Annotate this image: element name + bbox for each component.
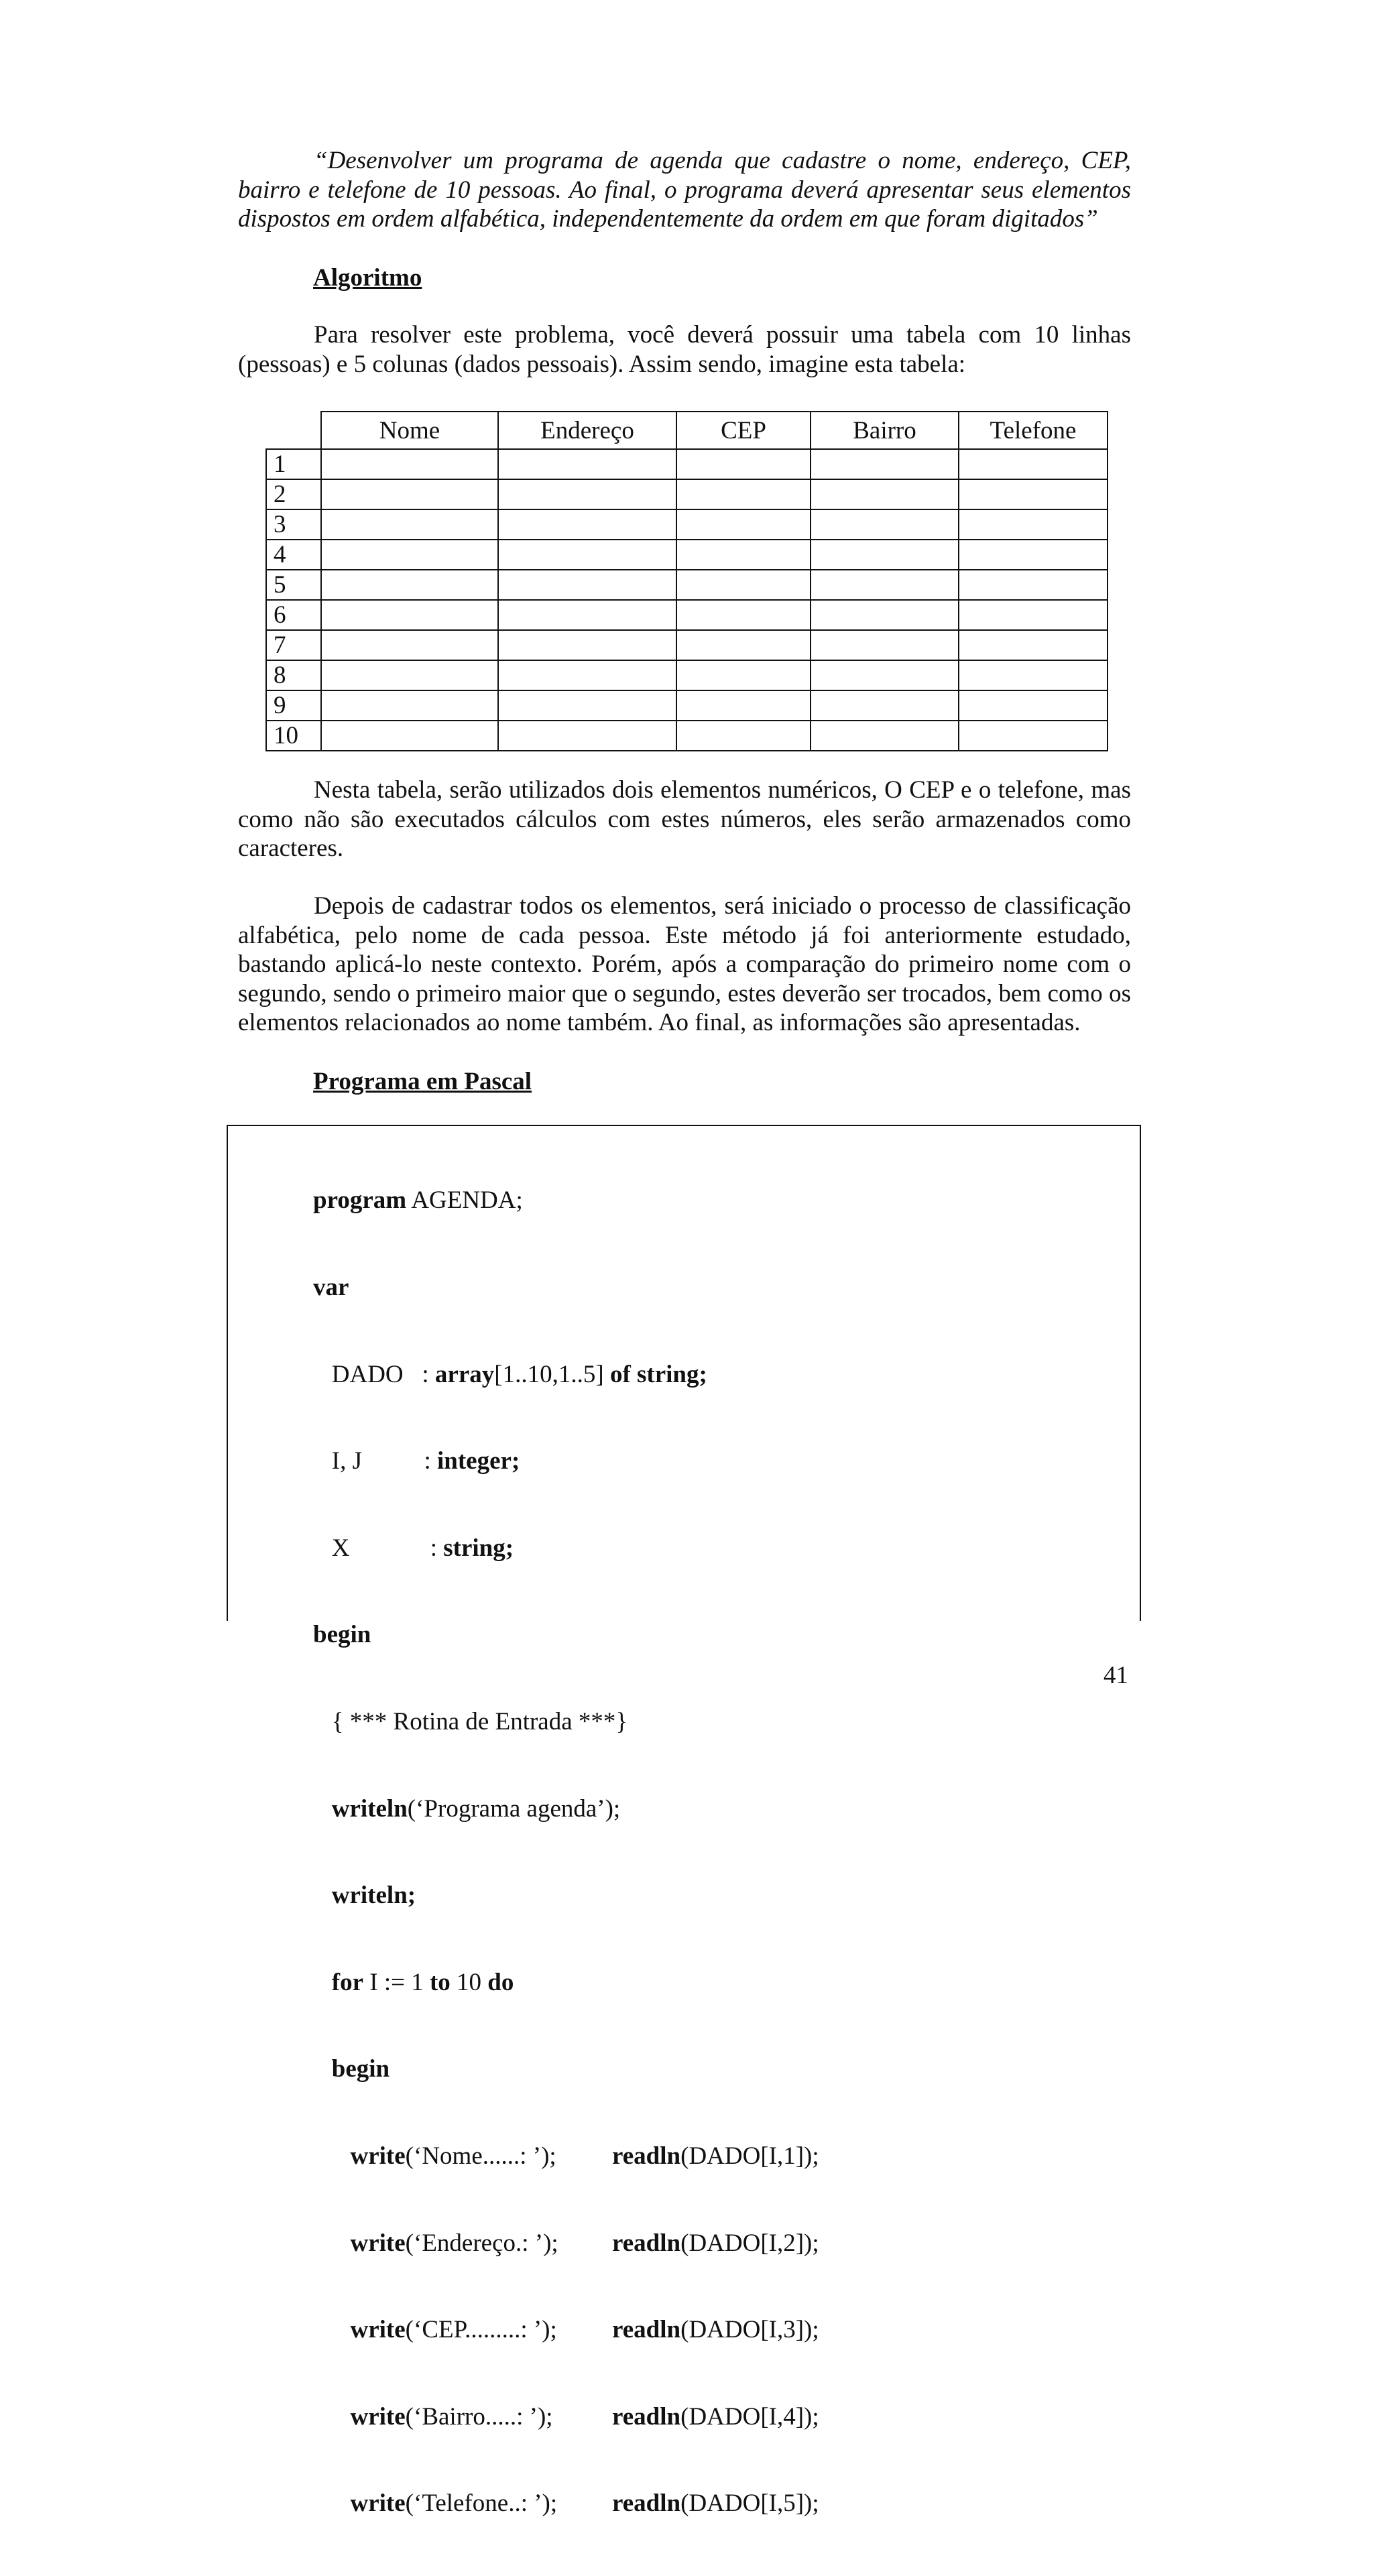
code-line: write(‘Endereço.: ’); readln(DADO[I,2]); (350, 2229, 819, 2257)
table-row (266, 570, 1108, 600)
code-line: begin (313, 1621, 371, 1649)
heading-algoritmo: Algoritmo (313, 264, 422, 292)
table-cell (811, 479, 959, 509)
table-cell (321, 721, 498, 751)
table-cell (811, 690, 959, 721)
data-table (265, 411, 1108, 751)
code-line: I, J : integer; (331, 1447, 520, 1475)
row-number: 3 (266, 509, 321, 540)
heading-programa: Programa em Pascal (313, 1068, 532, 1095)
table-cell (959, 721, 1108, 751)
table-cell (676, 449, 811, 479)
code-line: write(‘Telefone..: ’); readln(DADO[I,5]); (350, 2490, 819, 2518)
table-cell (498, 600, 676, 630)
row-number: 10 (266, 721, 321, 751)
table-cell (498, 449, 676, 479)
table-cell (676, 479, 811, 509)
code-line: X : string; (331, 1534, 514, 1562)
table-row (266, 690, 1108, 721)
table-row (266, 509, 1108, 540)
table-cell (321, 509, 498, 540)
table-cell (959, 660, 1108, 690)
table-cell (676, 509, 811, 540)
table-cell (811, 509, 959, 540)
table-cell (811, 660, 959, 690)
table-cell (959, 570, 1108, 600)
table-header-row (266, 412, 1108, 449)
code-line: for I := 1 to 10 do (331, 1968, 514, 1996)
code-line: program AGENDA; (313, 1186, 523, 1215)
table-cell (321, 660, 498, 690)
code-line: write(‘Bairro.....: ’); readln(DADO[I,4]); (350, 2402, 819, 2431)
table-cell (321, 690, 498, 721)
table-cell (959, 600, 1108, 630)
column-header-cep: CEP (676, 412, 811, 449)
table-cell (498, 690, 676, 721)
row-number: 9 (266, 690, 321, 721)
table-cell (811, 540, 959, 570)
table-cell (321, 570, 498, 600)
quote-paragraph: “Desenvolver um programa de agenda que cadastre o nome, endereço, CEP, bairro e telefone de 10 pessoas. Ao final, o programa deverá apresentar seus elementos dispostos em ordem alfabética, independentemente da ordem em que foram digitados” (238, 147, 1131, 233)
column-header-bairro: Bairro (811, 412, 959, 449)
table-row (266, 630, 1108, 660)
table-cell (498, 660, 676, 690)
table-cell (321, 449, 498, 479)
intro-paragraph: Para resolver este problema, você deverá possuir uma tabela com 10 linhas (pessoas) e 5 colunas (dados pessoais). Assim sendo, imagine esta tabela: (238, 321, 1131, 378)
table-cell (811, 630, 959, 660)
table-cell (498, 630, 676, 660)
table-row (266, 660, 1108, 690)
table-cell (811, 600, 959, 630)
code-line: DADO : array[1..10,1..5] of string; (331, 1360, 707, 1388)
table-cell (321, 540, 498, 570)
table-row (266, 600, 1108, 630)
code-line: var (313, 1274, 349, 1301)
table-cell (676, 630, 811, 660)
table-cell (498, 540, 676, 570)
page-number: 41 (1103, 1662, 1128, 1689)
table-cell (676, 721, 811, 751)
code-line: writeln(‘Programa agenda’); (331, 1794, 621, 1823)
row-number: 5 (266, 570, 321, 600)
code-line: writeln; (331, 1882, 416, 1910)
code-line: { *** Rotina de Entrada ***} (331, 1707, 628, 1735)
row-number: 4 (266, 540, 321, 570)
table-cell (498, 570, 676, 600)
table-cell (959, 630, 1108, 660)
table-cell (959, 690, 1108, 721)
code-listing (313, 1128, 819, 2576)
column-header-endereco: Endereço (498, 412, 676, 449)
table-cell (959, 509, 1108, 540)
code-line: write(‘CEP.........: ’); readln(DADO[I,3]); (350, 2316, 819, 2344)
sort-paragraph: Depois de cadastrar todos os elementos, será iniciado o processo de classificação alfabética, pelo nome de cada pessoa. Este método já foi anteriormente estudado, bastando aplicá-lo neste contexto. Porém, após a comparação do primeiro nome com o segundo, sendo o primeiro maior que o segundo, estes deverão ser trocados, bem como os elementos relacionados ao nome também. Ao final, as informações são apresentadas. (238, 892, 1131, 1036)
table-cell (676, 600, 811, 630)
table-cell (811, 570, 959, 600)
row-number: 1 (266, 449, 321, 479)
table-cell (959, 540, 1108, 570)
table-cell (676, 570, 811, 600)
table-cell (811, 449, 959, 479)
table-cell (498, 479, 676, 509)
row-number: 8 (266, 660, 321, 690)
table-row (266, 449, 1108, 479)
column-header-nome: Nome (321, 412, 498, 449)
table-cell (321, 630, 498, 660)
row-number: 7 (266, 630, 321, 660)
table-cell (498, 509, 676, 540)
table-cell (676, 690, 811, 721)
code-line: write(‘Nome......: ’); readln(DADO[I,1]); (350, 2142, 819, 2170)
table-corner (266, 412, 321, 449)
table-row (266, 540, 1108, 570)
table-cell (811, 721, 959, 751)
table-cell (959, 479, 1108, 509)
table-cell (676, 660, 811, 690)
table-cell (321, 479, 498, 509)
table-cell (676, 540, 811, 570)
table-cell (959, 449, 1108, 479)
code-line: begin (331, 2055, 390, 2083)
table-row (266, 721, 1108, 751)
table-cell (321, 600, 498, 630)
row-number: 6 (266, 600, 321, 630)
row-number: 2 (266, 479, 321, 509)
table-row (266, 479, 1108, 509)
table-cell (498, 721, 676, 751)
column-header-telefone: Telefone (959, 412, 1108, 449)
numeric-paragraph: Nesta tabela, serão utilizados dois elementos numéricos, O CEP e o telefone, mas como não são executados cálculos com estes números, eles serão armazenados como caracteres. (238, 776, 1131, 862)
